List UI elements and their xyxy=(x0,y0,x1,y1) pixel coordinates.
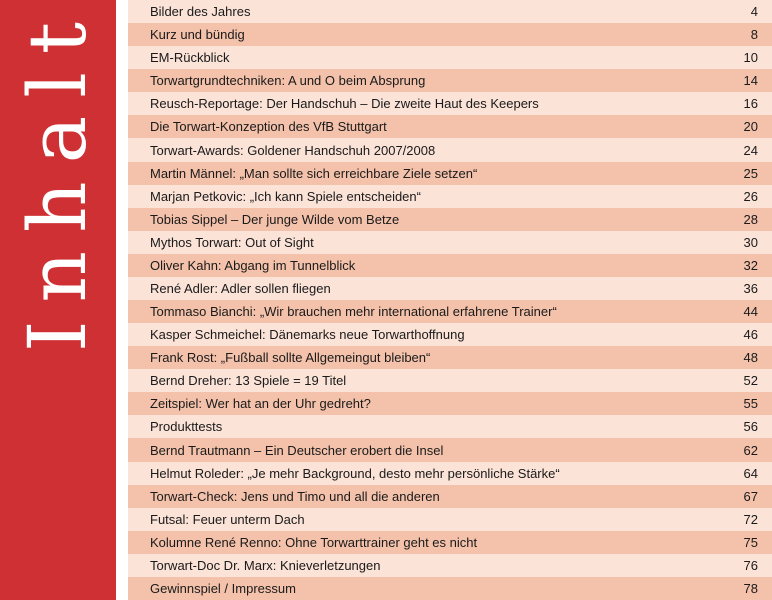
toc-row[interactable] xyxy=(128,531,772,554)
sidebar-band xyxy=(0,0,116,600)
toc-row[interactable] xyxy=(128,162,772,185)
toc-row[interactable] xyxy=(128,508,772,531)
toc-title: Produkttests xyxy=(150,419,223,435)
contents-heading: Inhalt xyxy=(11,3,104,353)
toc-row[interactable] xyxy=(128,323,772,346)
toc-row[interactable] xyxy=(128,69,772,92)
toc-row[interactable] xyxy=(128,185,772,208)
toc-row[interactable] xyxy=(128,346,772,369)
toc-page-number: 8 xyxy=(750,27,758,43)
toc-title: Bernd Dreher: 13 Spiele = 19 Titel xyxy=(150,373,347,389)
toc-page-number: 55 xyxy=(743,396,758,412)
toc-title: Torwart-Doc Dr. Marx: Knieverletzungen xyxy=(150,557,381,573)
toc-row[interactable] xyxy=(128,462,772,485)
toc-page-number: 25 xyxy=(743,165,758,181)
toc-title: Frank Rost: „Fußball sollte Allgemeingut bleiben“ xyxy=(150,350,431,366)
toc-page-number: 24 xyxy=(743,142,758,158)
toc-title: René Adler: Adler sollen fliegen xyxy=(150,280,331,296)
toc-title: Torwart-Awards: Goldener Handschuh 2007/2008 xyxy=(150,142,436,158)
table-of-contents xyxy=(128,0,772,600)
toc-page-number: 20 xyxy=(743,119,758,135)
toc-page-number: 10 xyxy=(743,50,758,66)
toc-page-number: 75 xyxy=(743,534,758,550)
toc-title: Gewinnspiel / Impressum xyxy=(150,580,296,596)
toc-row[interactable] xyxy=(128,277,772,300)
toc-row[interactable] xyxy=(128,231,772,254)
toc-row[interactable] xyxy=(128,46,772,69)
toc-page-number: 64 xyxy=(743,465,758,481)
toc-row[interactable] xyxy=(128,254,772,277)
toc-page-number: 36 xyxy=(743,280,758,296)
toc-page-number: 48 xyxy=(743,350,758,366)
toc-title: Zeitspiel: Wer hat an der Uhr gedreht? xyxy=(150,396,371,412)
toc-title: Futsal: Feuer unterm Dach xyxy=(150,511,305,527)
toc-page-number: 32 xyxy=(743,257,758,273)
toc-title: Reusch-Reportage: Der Handschuh – Die zweite Haut des Keepers xyxy=(150,96,539,112)
toc-title: Oliver Kahn: Abgang im Tunnelblick xyxy=(150,257,356,273)
toc-title: Bilder des Jahres xyxy=(150,4,251,20)
toc-title: Kolumne René Renno: Ohne Torwarttrainer geht es nicht xyxy=(150,534,478,550)
toc-row[interactable] xyxy=(128,208,772,231)
toc-title: Torwart-Check: Jens und Timo und all die anderen xyxy=(150,488,440,504)
toc-title: Torwartgrundtechniken: A und O beim Absprung xyxy=(150,73,426,89)
toc-page-number: 62 xyxy=(743,442,758,458)
toc-title: Tobias Sippel – Der junge Wilde vom Betze xyxy=(150,211,400,227)
toc-row[interactable] xyxy=(128,577,772,600)
toc-title: Kurz und bündig xyxy=(150,27,245,43)
toc-title: Kasper Schmeichel: Dänemarks neue Torwarthoffnung xyxy=(150,327,465,343)
toc-row[interactable] xyxy=(128,0,772,23)
toc-row[interactable] xyxy=(128,115,772,138)
toc-row[interactable] xyxy=(128,23,772,46)
toc-row[interactable] xyxy=(128,138,772,161)
toc-page-number: 26 xyxy=(743,188,758,204)
toc-page-number: 4 xyxy=(750,4,758,20)
toc-title: Marjan Petkovic: „Ich kann Spiele entscheiden“ xyxy=(150,188,421,204)
toc-page-number: 67 xyxy=(743,488,758,504)
toc-page-number: 28 xyxy=(743,211,758,227)
toc-row[interactable] xyxy=(128,92,772,115)
toc-page-number: 14 xyxy=(743,73,758,89)
toc-page-number: 46 xyxy=(743,327,758,343)
toc-row[interactable] xyxy=(128,438,772,461)
toc-row[interactable] xyxy=(128,369,772,392)
toc-row[interactable] xyxy=(128,392,772,415)
toc-page-number: 44 xyxy=(743,304,758,320)
toc-page-number: 76 xyxy=(743,557,758,573)
toc-title: Tommaso Bianchi: „Wir brauchen mehr international erfahrene Trainer“ xyxy=(150,304,557,320)
toc-page-number: 72 xyxy=(743,511,758,527)
toc-row[interactable] xyxy=(128,415,772,438)
toc-page-number: 56 xyxy=(743,419,758,435)
toc-page-number: 52 xyxy=(743,373,758,389)
toc-title: Mythos Torwart: Out of Sight xyxy=(150,234,314,250)
toc-title: EM-Rückblick xyxy=(150,50,230,66)
toc-row[interactable] xyxy=(128,485,772,508)
toc-page-number: 30 xyxy=(743,234,758,250)
toc-row[interactable] xyxy=(128,300,772,323)
toc-title: Helmut Roleder: „Je mehr Background, desto mehr persönliche Stärke“ xyxy=(150,465,560,481)
toc-title: Bernd Trautmann – Ein Deutscher erobert die Insel xyxy=(150,442,444,458)
toc-page-number: 16 xyxy=(743,96,758,112)
toc-title: Martin Männel: „Man sollte sich erreichbare Ziele setzen“ xyxy=(150,165,478,181)
toc-title: Die Torwart-Konzeption des VfB Stuttgart xyxy=(150,119,387,135)
toc-page-number: 78 xyxy=(743,580,758,596)
toc-row[interactable] xyxy=(128,554,772,577)
